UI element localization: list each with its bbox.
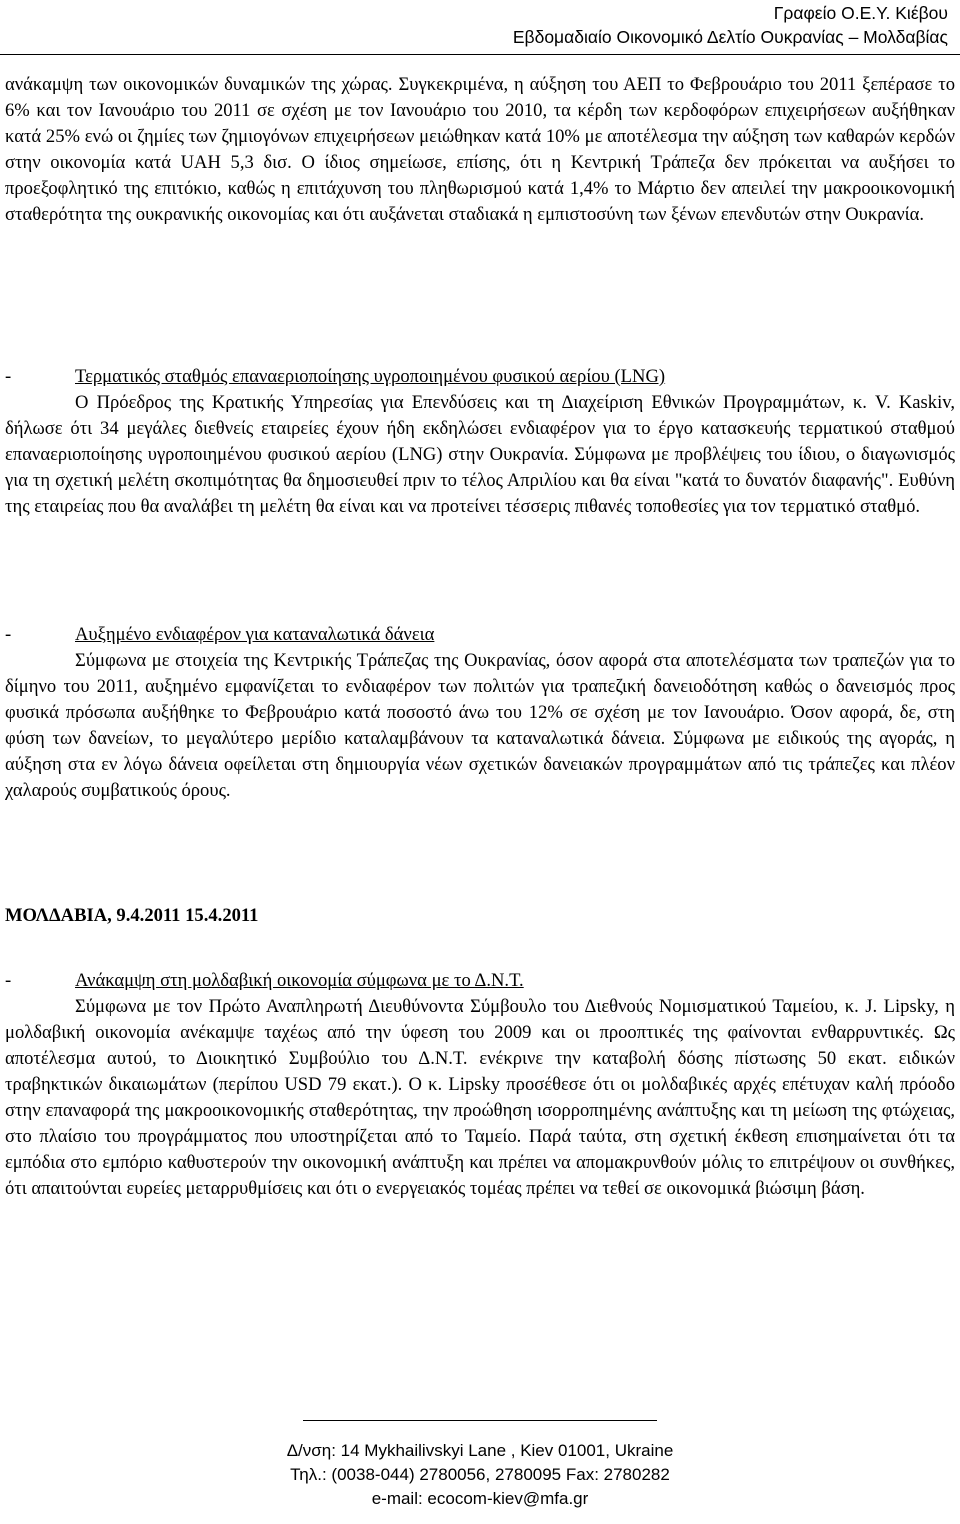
- news-item-text: Σύμφωνα με τον Πρώτο Αναπληρωτή Διευθύνοντα Σύμβουλο του Διεθνούς Νομισματικού Ταμείου, κ. J. Lipsky, η μολδαβική οικονομία ανέκαμψε ταχέως από την ύφεση του 2009 και οι προοπτικές της φαίνονται ενθαρρυντικές. Ως αποτέλεσμα αυτού, το Διοικητικό Συμβούλιο του Δ.Ν.Τ. ενέκρινε την καταβολή δόσης πίστωσης 50 εκατ. ειδικών τραβηκτικών δικαιωμάτων (περίπου USD 79 εκατ.). Ο κ. Lipsky προσέθεσε ότι οι μολδαβικές αρχές επέτυχαν καλή πρόοδο στην επαναφορά της μακροοικονομικής σταθερότητας, την προώθηση ισορροπημένης ανάπτυξης και τη μείωση της φτώχειας, στο πλαίσιο του προγράμματος που υποστηρίζεται από το Ταμείο. Παρά ταύτα, στη σχετική έκθεση επισημαίνεται ότι τα εμπόδια στο εμπόριο καθυστερούν την οικονομική ανάπτυξη και πρέπει να απομακρυνθούν μόλις το επιτρέψουν οι συνθήκες, ότι απαιτούνται ευρείες μεταρρυθμίσεις και ότι ο ενεργειακός τομέας πρέπει να τεθεί σε οικονομικά βιώσιμη βάση.: [5, 996, 955, 1199]
- news-item-text: Ο Πρόεδρος της Κρατικής Υπηρεσίας για Επενδύσεις και τη Διαχείριση Εθνικών Προγραμμάτων, κ. V. Kaskiv, δήλωσε ότι 34 μεγάλες διεθνείς εταιρείες έχουν ήδη εκδηλώσει ενδιαφέρον για το έργο κατασκευής τερματικού σταθμού επαναεριοποίησης υγροποιημένου φυσικού αερίου (LNG) στην Ουκρανία. Σύμφωνα με προβλέψεις του ίδιου, ο διαγωνισμός για τη σχετική μελέτη σκοπιμότητας θα δημοσιευθεί πριν το τέλος Απριλίου και θα είναι "κατά το δυνατόν διαφανής". Ευθύνη της εταιρείας που θα αναλάβει τη μελέτη θα είναι και να προτείνει τέσσερις πιθανές τοποθεσίες για τον τερματικό σταθμό.: [5, 392, 955, 517]
- intro-paragraph: ανάκαμψη των οικονομικών δυναμικών της χώρας. Συγκεκριμένα, η αύξηση του ΑΕΠ το Φεβρουάριο του 2011 ξεπέρασε το 6% και τον Ιανουάριο του 2011 σε σχέση με τον Ιανουάριο του 2010, τα κέρδη των κερδοφόρων επιχειρήσεων αυξήθηκαν κατά 25% ενώ οι ζημίες των ζημιογόνων επιχειρήσεων μειώθηκαν κατά 10% με αποτέλεσμα την αύξηση των καθαρών κερδών στην οικονομία κατά UAH 5,3 δισ. Ο ίδιος σημείωσε, επίσης, ότι η Κεντρική Τράπεζα δεν πρόκειται να αυξήσει το προεξοφλητικό της επιτόκιο, καθώς η επιτάχυνση του πληθωρισμού κατά 1,4% το Μάρτιο δεν απειλεί την μακροοικονομική σταθερότητα της ουκρανικής οικονομίας και ότι αυξάνεται σταδιακά η εμπιστοσύνη των ξένων επενδυτών στην Ουκρανία.: [5, 74, 955, 225]
- news-item-lng: [5, 364, 955, 520]
- footer-address: Δ/νση: 14 Mykhailivskyi Lane , Kiev 01001, Ukraine: [286, 1441, 674, 1460]
- bullet-dash: -: [5, 624, 12, 645]
- news-item-title: Αυξημένο ενδιαφέρον για καταναλωτικά δάνεια: [75, 624, 435, 645]
- header-bulletin-title: Εβδομαδιαίο Οικονομικό Δελτίο Ουκρανίας – Μολδαβίας: [512, 27, 948, 47]
- news-item-title: Ανάκαμψη στη μολδαβική οικονομία σύμφωνα με το Δ.Ν.Τ.: [75, 970, 524, 991]
- bullet-dash: -: [5, 366, 12, 387]
- news-item-moldova-imf: [5, 968, 955, 1202]
- news-item-title: Τερματικός σταθμός επαναεριοποίησης υγροποιημένου φυσικού αερίου (LNG): [75, 366, 666, 387]
- section-heading-moldova: ΜΟΛΔΑΒΙΑ, 9.4.2011 15.4.2011: [5, 905, 259, 926]
- footer-phones: Τηλ.: (0038-044) 2780056, 2780095 Fax: 2780282: [290, 1465, 670, 1484]
- header-office: Γραφείο Ο.Ε.Υ. Κιέβου: [773, 3, 948, 23]
- news-item-text: Σύμφωνα με στοιχεία της Κεντρικής Τράπεζας της Ουκρανίας, όσον αφορά στα αποτελέσματα των τραπεζών για το δίμηνο του 2011, αυξημένο εμφανίζεται το ενδιαφέρον των πολιτών για τραπεζική δανειοδότηση καθώς ο δανεισμός προς φυσικά πρόσωπα αυξήθηκε το Φεβρουάριο κατά ποσοστό άνω του 12% σε σχέση με τον Ιανουάριο. Όσον αφορά, δε, στη φύση των δανείων, το μεγαλύτερο μερίδιο καταλαμβάνουν τα καταναλωτικά δάνεια. Σύμφωνα με ειδικούς της αγοράς, η αύξηση στα εν λόγω δάνεια οφείλεται στη δημιουργία νέων σχετικών δανειακών προγραμμάτων από τις τράπεζες και πλέον χαλαρούς συμβατικούς όρους.: [5, 650, 955, 801]
- bullet-dash: -: [5, 970, 12, 991]
- header-divider: [0, 54, 960, 55]
- footer-email: e-mail: ecocom-kiev@mfa.gr: [371, 1489, 589, 1508]
- news-item-consumer-loans: [5, 622, 955, 804]
- footer-divider: [303, 1420, 657, 1421]
